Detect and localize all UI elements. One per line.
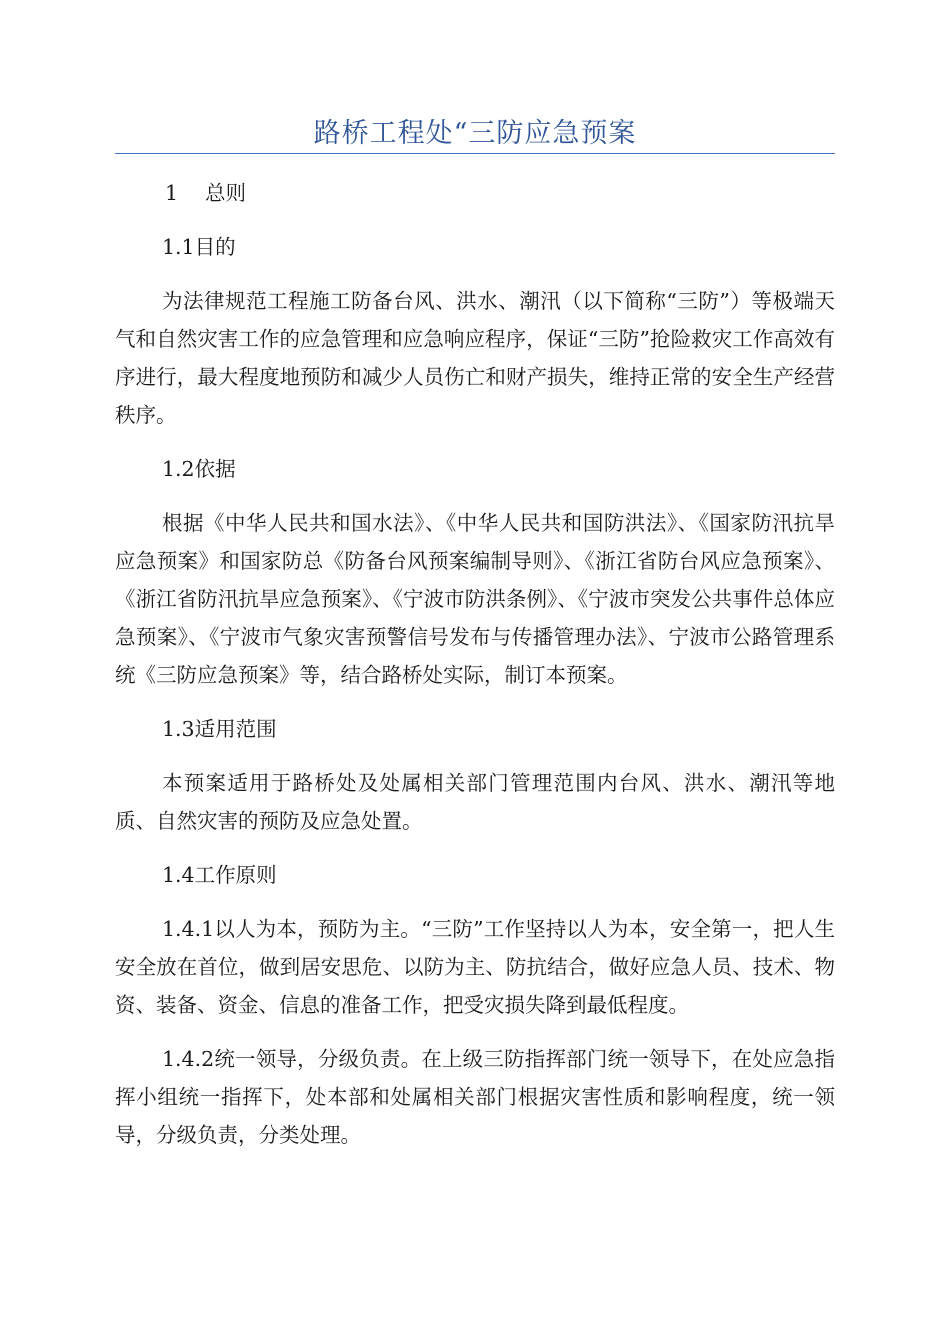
- paragraph-principle-1: 1.4.1以人为本，预防为主。“三防”工作坚持以人为本，安全第一，把人生安全放在首位，做到居安思危、以防为主、防抗结合，做好应急人员、技术、物资、装备、资金、信息的准备工作，把受灾损失降到最低程度。: [115, 917, 835, 1017]
- section-label: 总则: [205, 181, 246, 205]
- paragraph-scope: 本预案适用于路桥处及处属相关部门管理范围内台风、洪水、潮汛等地质、自然灾害的预防及应急处置。: [115, 771, 835, 833]
- paragraph-purpose: 为法律规范工程施工防备台风、洪水、潮汛（以下简称“三防”）等极端天气和自然灾害工作的应急管理和应急响应程序，保证“三防”抢险救灾工作高效有序进行，最大程度地预防和减少人员伤亡和财产损失，维持正常的安全生产经营秩序。: [115, 289, 835, 427]
- paragraph-principle-2: 1.4.2统一领导，分级负责。在上级三防指挥部门统一领导下，在处应急指挥小组统一指挥下，处本部和处属相关部门根据灾害性质和影响程度，统一领导，分级负责，分类处理。: [115, 1047, 835, 1147]
- document-body: [115, 170, 835, 1170]
- paragraph-basis: 根据《中华人民共和国水法》、《中华人民共和国防洪法》、《国家防汛抗旱应急预案》和国家防总《防备台风预案编制导则》、《浙江省防台风应急预案》、《浙江省防汛抗旱应急预案》、《宁波市防洪条例》、《宁波市突发公共事件总体应急预案》、《宁波市气象灾害预警信号发布与传播管理办法》、宁波市公路管理系统《三防应急预案》等，结合路桥处实际，制订本预案。: [115, 511, 835, 687]
- section-heading-1-4: 1.4工作原则: [162, 863, 277, 887]
- section-heading-1-2: 1.2依据: [162, 457, 236, 481]
- section-heading-1-1: 1.1目的: [162, 235, 236, 259]
- section-heading-1-3: 1.3适用范围: [162, 717, 277, 741]
- title-underline: [115, 153, 835, 154]
- section-heading-1: [115, 174, 835, 212]
- section-number: 1: [165, 181, 179, 205]
- document-title: 路桥工程处“三防应急预案: [313, 118, 637, 149]
